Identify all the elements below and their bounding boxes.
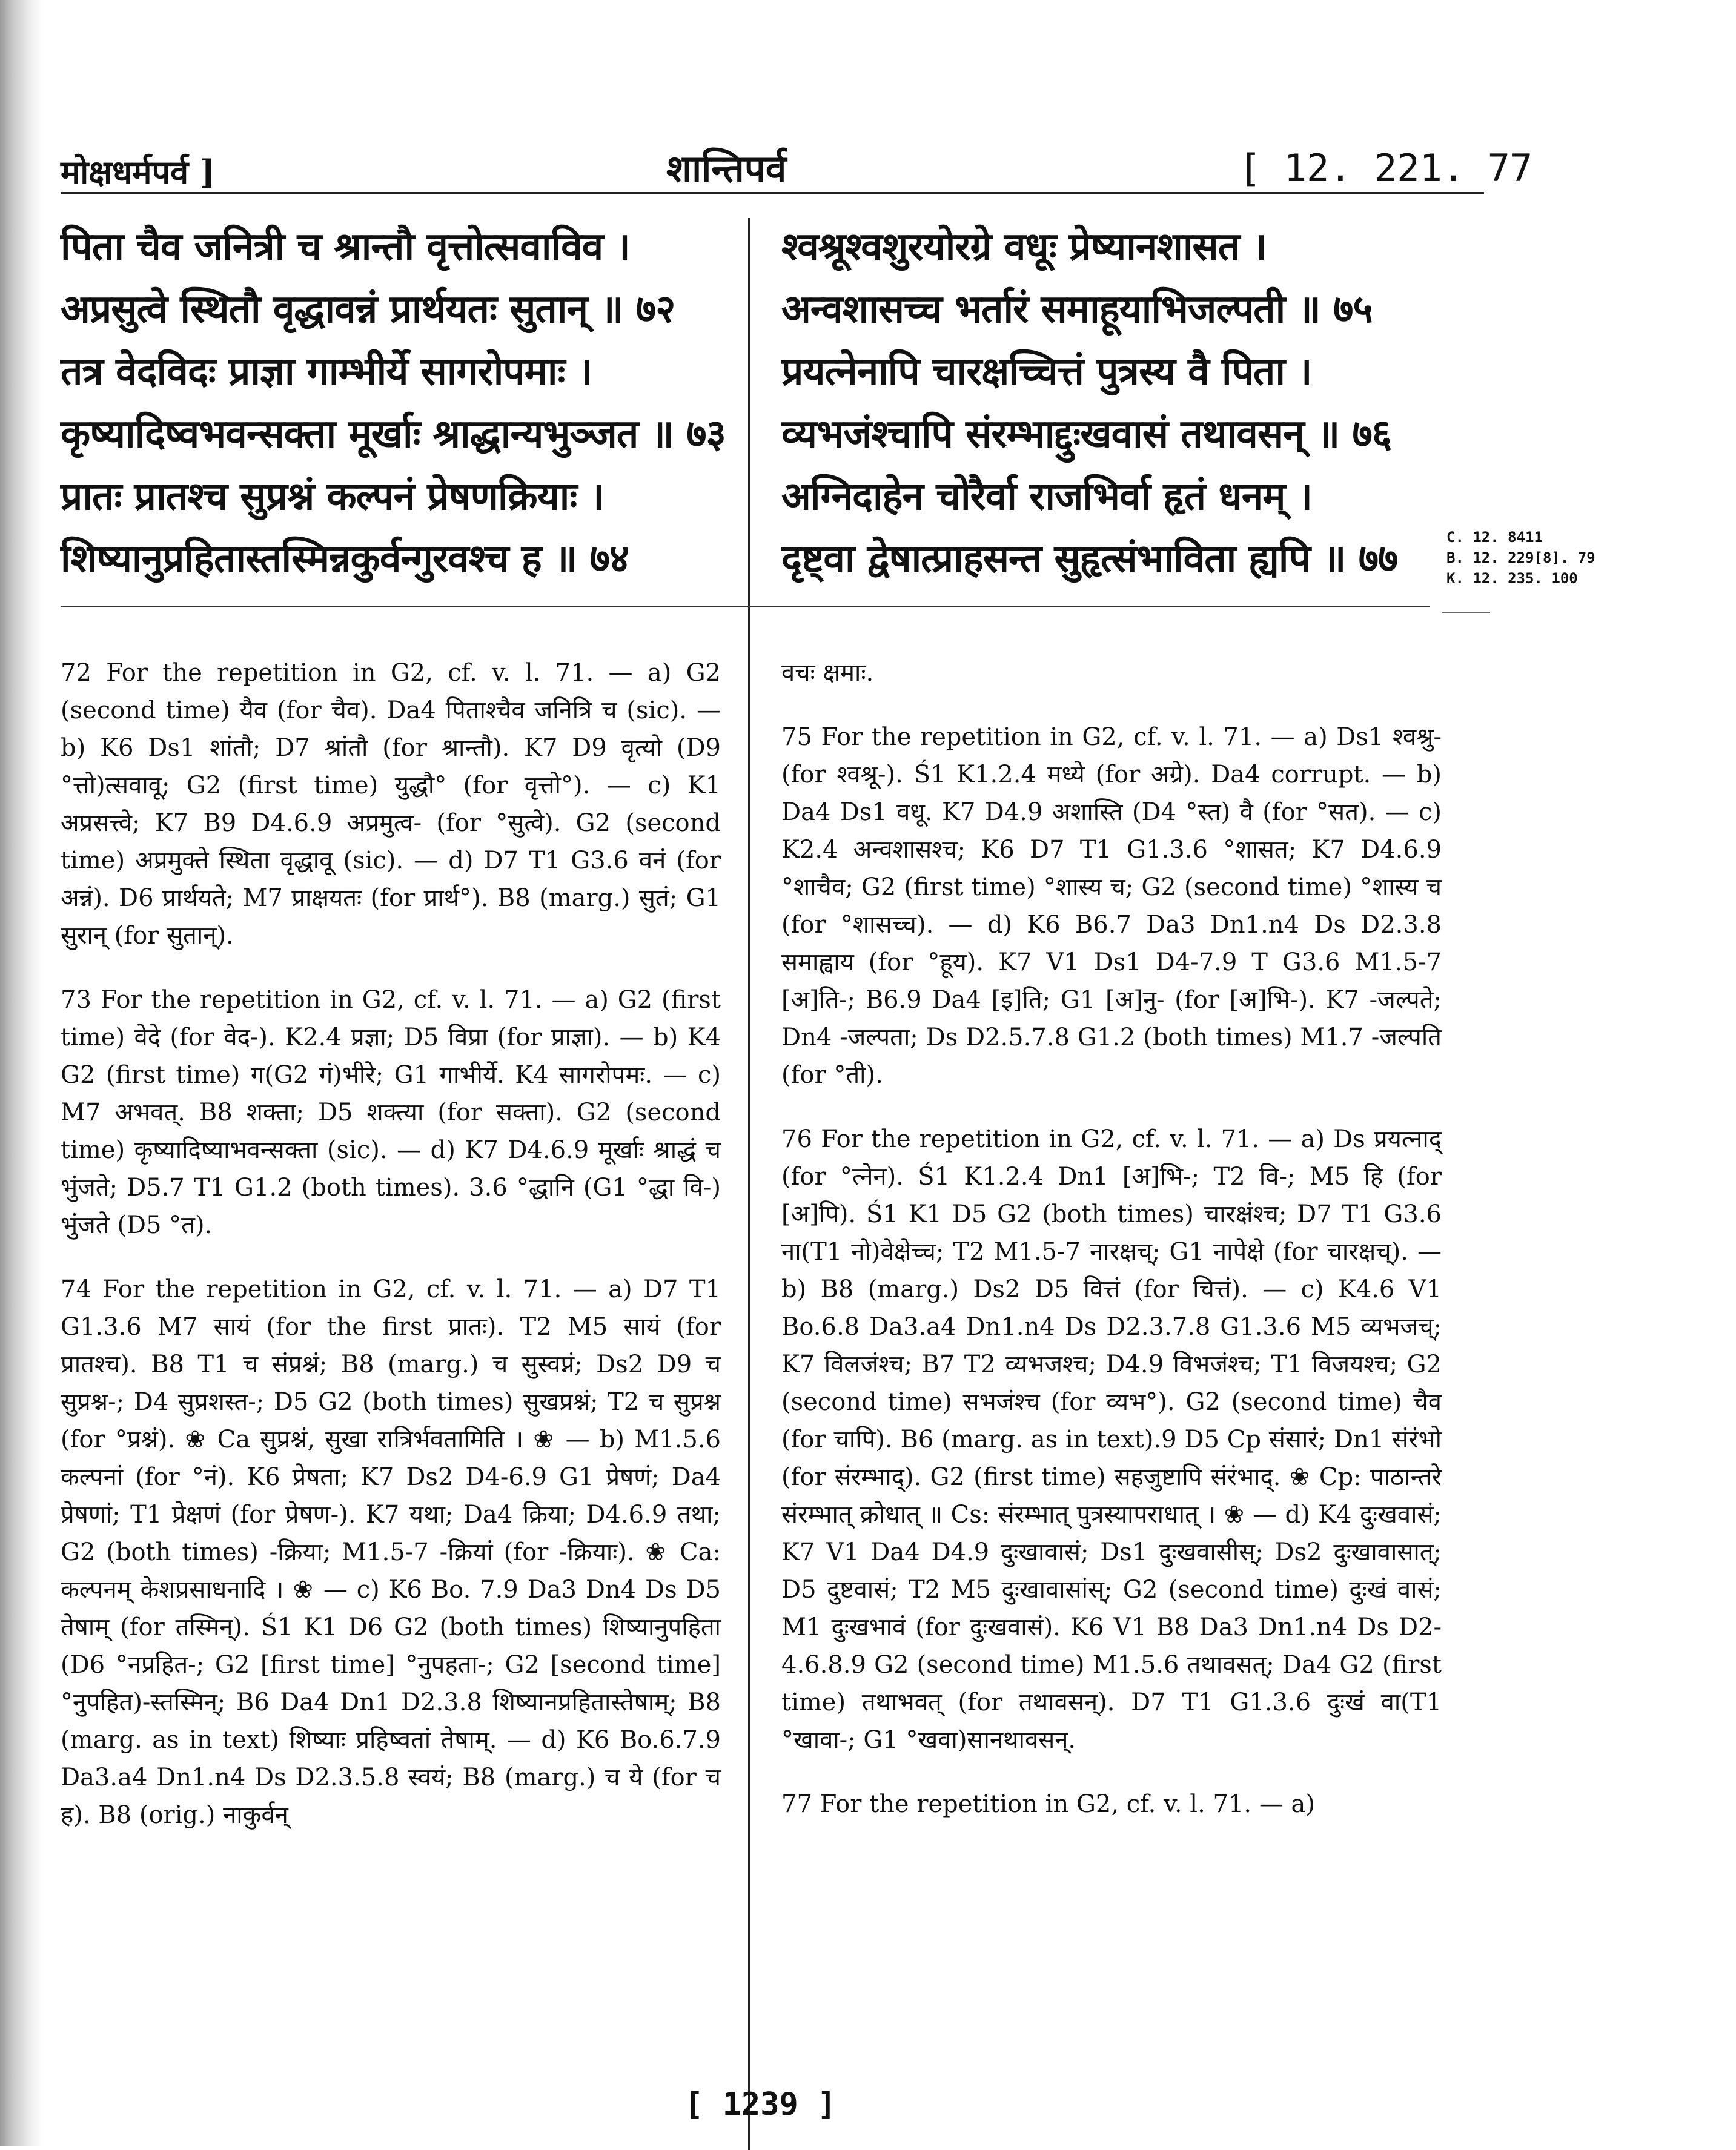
note-76: 76 For the repetition in G2, cf. v. l. 71. — a) Ds प्रयत्नाद् (for °त्नेन). Ś1 K1.2.4 Dn1 [अ]भि-; T2 वि-; M5 हि (for [अ]पि). Ś1 K1 D5 G2 (both times) चारक्षंश्च; D7 T1 G3.6 ना(T1 नो)वेक्षेच्च; T2 M1.5-7 नारक्षच्; G1 नापेक्षे (for चारक्षच्). — b) B8 (marg.) Ds2 D5 वित्तं (for चित्तं). — c) K4.6 V1 Bo.6.8 Da3.a4 Dn1.n4 Ds D2.3.7.8 G1.3.6 M5 व्यभजच्; K7 विलजंश्च; B7 T2 व्यभजश्च; D4.9 विभजंश्च; T1 विजयश्च; G2 (second time) सभजंश्च (for व्यभ°). G2 (second time) चैव (for चापि). B6 (marg. as in text).9 D5 Cp संसारं; Dn1 संरंभो (for संरम्भाद्). G2 (first time) सहजुष्टापि संरंभाद्. ❀ Cp: पाठान्तरे संरम्भात् क्रोधात् ॥ Cs: संरम्भात् पुत्रस्यापराधात् । ❀ — d) K4 दुःखवासं; K7 V1 Da4 D4.9 दुःखावासं; Ds1 दुःखवासीस्; Ds2 दुःखावासात्; D5 दुष्टवासं; T2 M5 दुःखावासांस्; G2 (second time) दुःखं वासं; M1 दुःखभावं (for दुःखवासं). K6 V1 B8 Da3 Dn1.n4 Ds D2-4.6.8.9 G2 (second time) M1.5.6 तथावसत्; Da4 G2 (first time) तथाभवत् (for तथावसन्). D7 T1 G1.3.6 दुःखं वा(T1 °खावा-; G1 °खवा)सानथावसन्. [781,1125,1442,1754]
page-header [0,136,1736,197]
crossref-kumbhakonam: K. 12. 235. 100 [1446,570,1578,587]
verse-line: अप्रसुत्वे स्थितौ वृद्धावन्नं प्रार्थयतः सुतान् ॥ ७२ [61,286,675,332]
verse-line: प्रयत्नेनापि चारक्षच्चित्तं पुत्रस्य वै पिता । [781,349,1312,394]
notes-right [781,630,1442,1850]
verse-line: व्यभजंश्चापि संरम्भाद्दुःखवासं तथावसन् ॥ ७६ [781,411,1392,457]
header-rule [61,192,1484,194]
notes-left [61,630,721,1861]
note-77: 77 For the repetition in G2, cf. v. l. 71. — a) [781,1790,1315,1818]
verse-line: कृष्यादिष्वभवन्सक्ता मूर्खाः श्राद्धान्यभुञ्जत ॥ ७३ [61,411,726,457]
verses-right [781,218,1448,592]
verse-notes-divider [61,606,1430,607]
crossref-rule [1442,612,1490,613]
notes-column-divider [748,636,750,2150]
section-title: मोक्षधर्मपर्व ] [61,153,216,191]
crossref-bombay: B. 12. 229[8]. 79 [1446,549,1595,566]
scan-shadow [0,0,42,2146]
verse-line: शिष्यानुप्रहितास्तस्मिन्नकुर्वन्गुरवश्च ह ॥ ७४ [61,536,629,581]
note-74: 74 For the repetition in G2, cf. v. l. 71. — a) D7 T1 G1.3.6 M7 सायं (for the first प्रातः). T2 M5 सायं (for प्रातश्च). B8 T1 च संप्रश्नं; B8 (marg.) च सुस्वप्नं; Ds2 D9 च सुप्रश्न-; D4 सुप्रशस्त-; D5 G2 (both times) सुखप्रश्नं; T2 च सुप्रश्न (for °प्रश्नं). ❀ Ca सुप्रश्नं, सुखा रात्रिर्भवतामिति । ❀ — b) M1.5.6 कल्पनां (for °नं). K6 प्रेषता; K7 Ds2 D4-6.9 G1 प्रेषणं; Da4 प्रेषणां; T1 प्रेक्षणं (for प्रेषण-). K7 यथा; Da4 क्रिया; D4.6.9 तथा; G2 (both times) -क्रिया; M1.5-7 -क्रियां (for -क्रियाः). ❀ Ca: कल्पनम् केशप्रसाधनादि । ❀ — c) K6 Bo. 7.9 Da3 Dn4 Ds D5 तेषाम् (for तस्मिन्). Ś1 K1 D6 G2 (both times) शिष्यानुपहिता (D6 °नप्रहित-; G2 [first time] °नुपहता-; G2 [second time] °नुपहित)-स्तस्मिन्; B6 Da4 Dn1 D2.3.8 शिष्यानप्रहितास्तेषाम्; B8 (marg. as in text) शिष्याः प्रहिष्वतां तेषाम्. — d) K6 Bo.6.7.9 Da3.a4 Dn1.n4 Ds D2.3.5.8 स्वयं; B8 (marg.) च ये (for च ह). B8 (orig.) नाकुर्वन् [61,1275,721,1829]
column-divider [748,218,750,654]
note-75: 75 For the repetition in G2, cf. v. l. 71. — a) Ds1 श्वश्रु- (for श्वश्रू-). Ś1 K1.2.4 मध्ये (for अग्रे). Da4 corrupt. — b) Da4 Ds1 वधू. K7 D4.9 अशास्ति (D4 °स्त) वै (for °सत). — c) K2.4 अन्वशासश्च; K6 D7 T1 G1.3.6 °शासत; K7 D4.6.9 °शाचैव; G2 (first time) °शास्य च; G2 (second time) °शास्य च (for °शासच्च). — d) K6 B6.7 Da3 Dn1.n4 Ds D2.3.8 समाह्वाय (for °हूय). K7 V1 Ds1 D4-7.9 T G3.6 M1.5-7 [अ]ति-; B6.9 Da4 [इ]ति; G1 [अ]नु- (for [अ]भि-). K7 -जल्पते; Dn4 -जल्पता; Ds D2.5.7.8 G1.2 (both times) M1.7 -जल्पति (for °ती). [781,723,1442,1089]
note-74-continued: वचः क्षमाः. [781,659,874,687]
verse-line: पिता चैव जनित्री च श्रान्तौ वृत्तोत्सवाविव । [61,224,630,270]
verse-line: प्रातः प्रातश्च सुप्रश्नं कल्पनं प्रेषणक्रियाः । [61,474,604,519]
verse-line: तत्र वेदविदः प्राज्ञा गाम्भीर्ये सागरोपमाः । [61,349,592,394]
cross-references [1446,527,1595,589]
verse-line: अन्वशासच्च भर्तारं समाहूयाभिजल्पती ॥ ७५ [781,286,1373,332]
book-title: शान्तिपर्व [666,147,787,191]
page-number: [ 1239 ] [684,2086,837,2123]
note-72: 72 For the repetition in G2, cf. v. l. 71. — a) G2 (second time) यैव (for चैव). Da4 पिताश्चैव जनित्रि च (sic). — b) K6 Ds1 शांतौ; D7 श्रांतौ (for श्रान्तौ). K7 D9 वृत्यो (D9 °त्तो)त्सवावू; G2 (first time) युद्धौ° (for वृत्तो°). — c) K1 अप्रसत्त्वे; K7 B9 D4.6.9 अप्रमुत्व- (for °सुत्वे). G2 (second time) अप्रमुक्ते स्थिता वृद्धावू (sic). — d) D7 T1 G3.6 वनं (for अन्नं). D6 प्रार्थयते; M7 प्राक्षयतः (for प्रार्थ°). B8 (marg.) सुतं; G1 सुरान् (for सुतान्). [61,659,721,950]
verse-line: श्वश्रूश्वशुरयोरग्रे वधूः प्रेष्यानशासत । [781,224,1267,270]
crossref-calcutta: C. 12. 8411 [1446,529,1543,546]
verse-line: दृष्ट्वा द्वेषात्प्राहसन्त सुहृत्संभाविता ह्यपि ॥ ७७ [781,536,1398,581]
verses-left [61,218,727,592]
verse-reference: [ 12. 221. 77 [1239,146,1533,190]
verse-line: अग्निदाहेन चोरैर्वा राजभिर्वा हृतं धनम् । [781,474,1313,519]
note-73: 73 For the repetition in G2, cf. v. l. 71. — a) G2 (first time) वेदे (for वेद-). K2.4 प्रज्ञा; D5 विप्रा (for प्राज्ञा). — b) K4 G2 (first time) ग(G2 गं)भीरे; G1 गाभीर्ये. K4 सागरोपमः. — c) M7 अभवत्. B8 शक्ता; D5 शक्त्या (for सक्ता). G2 (second time) कृष्यादिष्याभवन्सक्ता (sic). — d) K7 D4.6.9 मूर्खाः श्राद्धं च भुंजते; D5.7 T1 G1.2 (both times). 3.6 °द्धानि (G1 °द्धा वि-) भुंजते (D5 °त). [61,986,721,1239]
